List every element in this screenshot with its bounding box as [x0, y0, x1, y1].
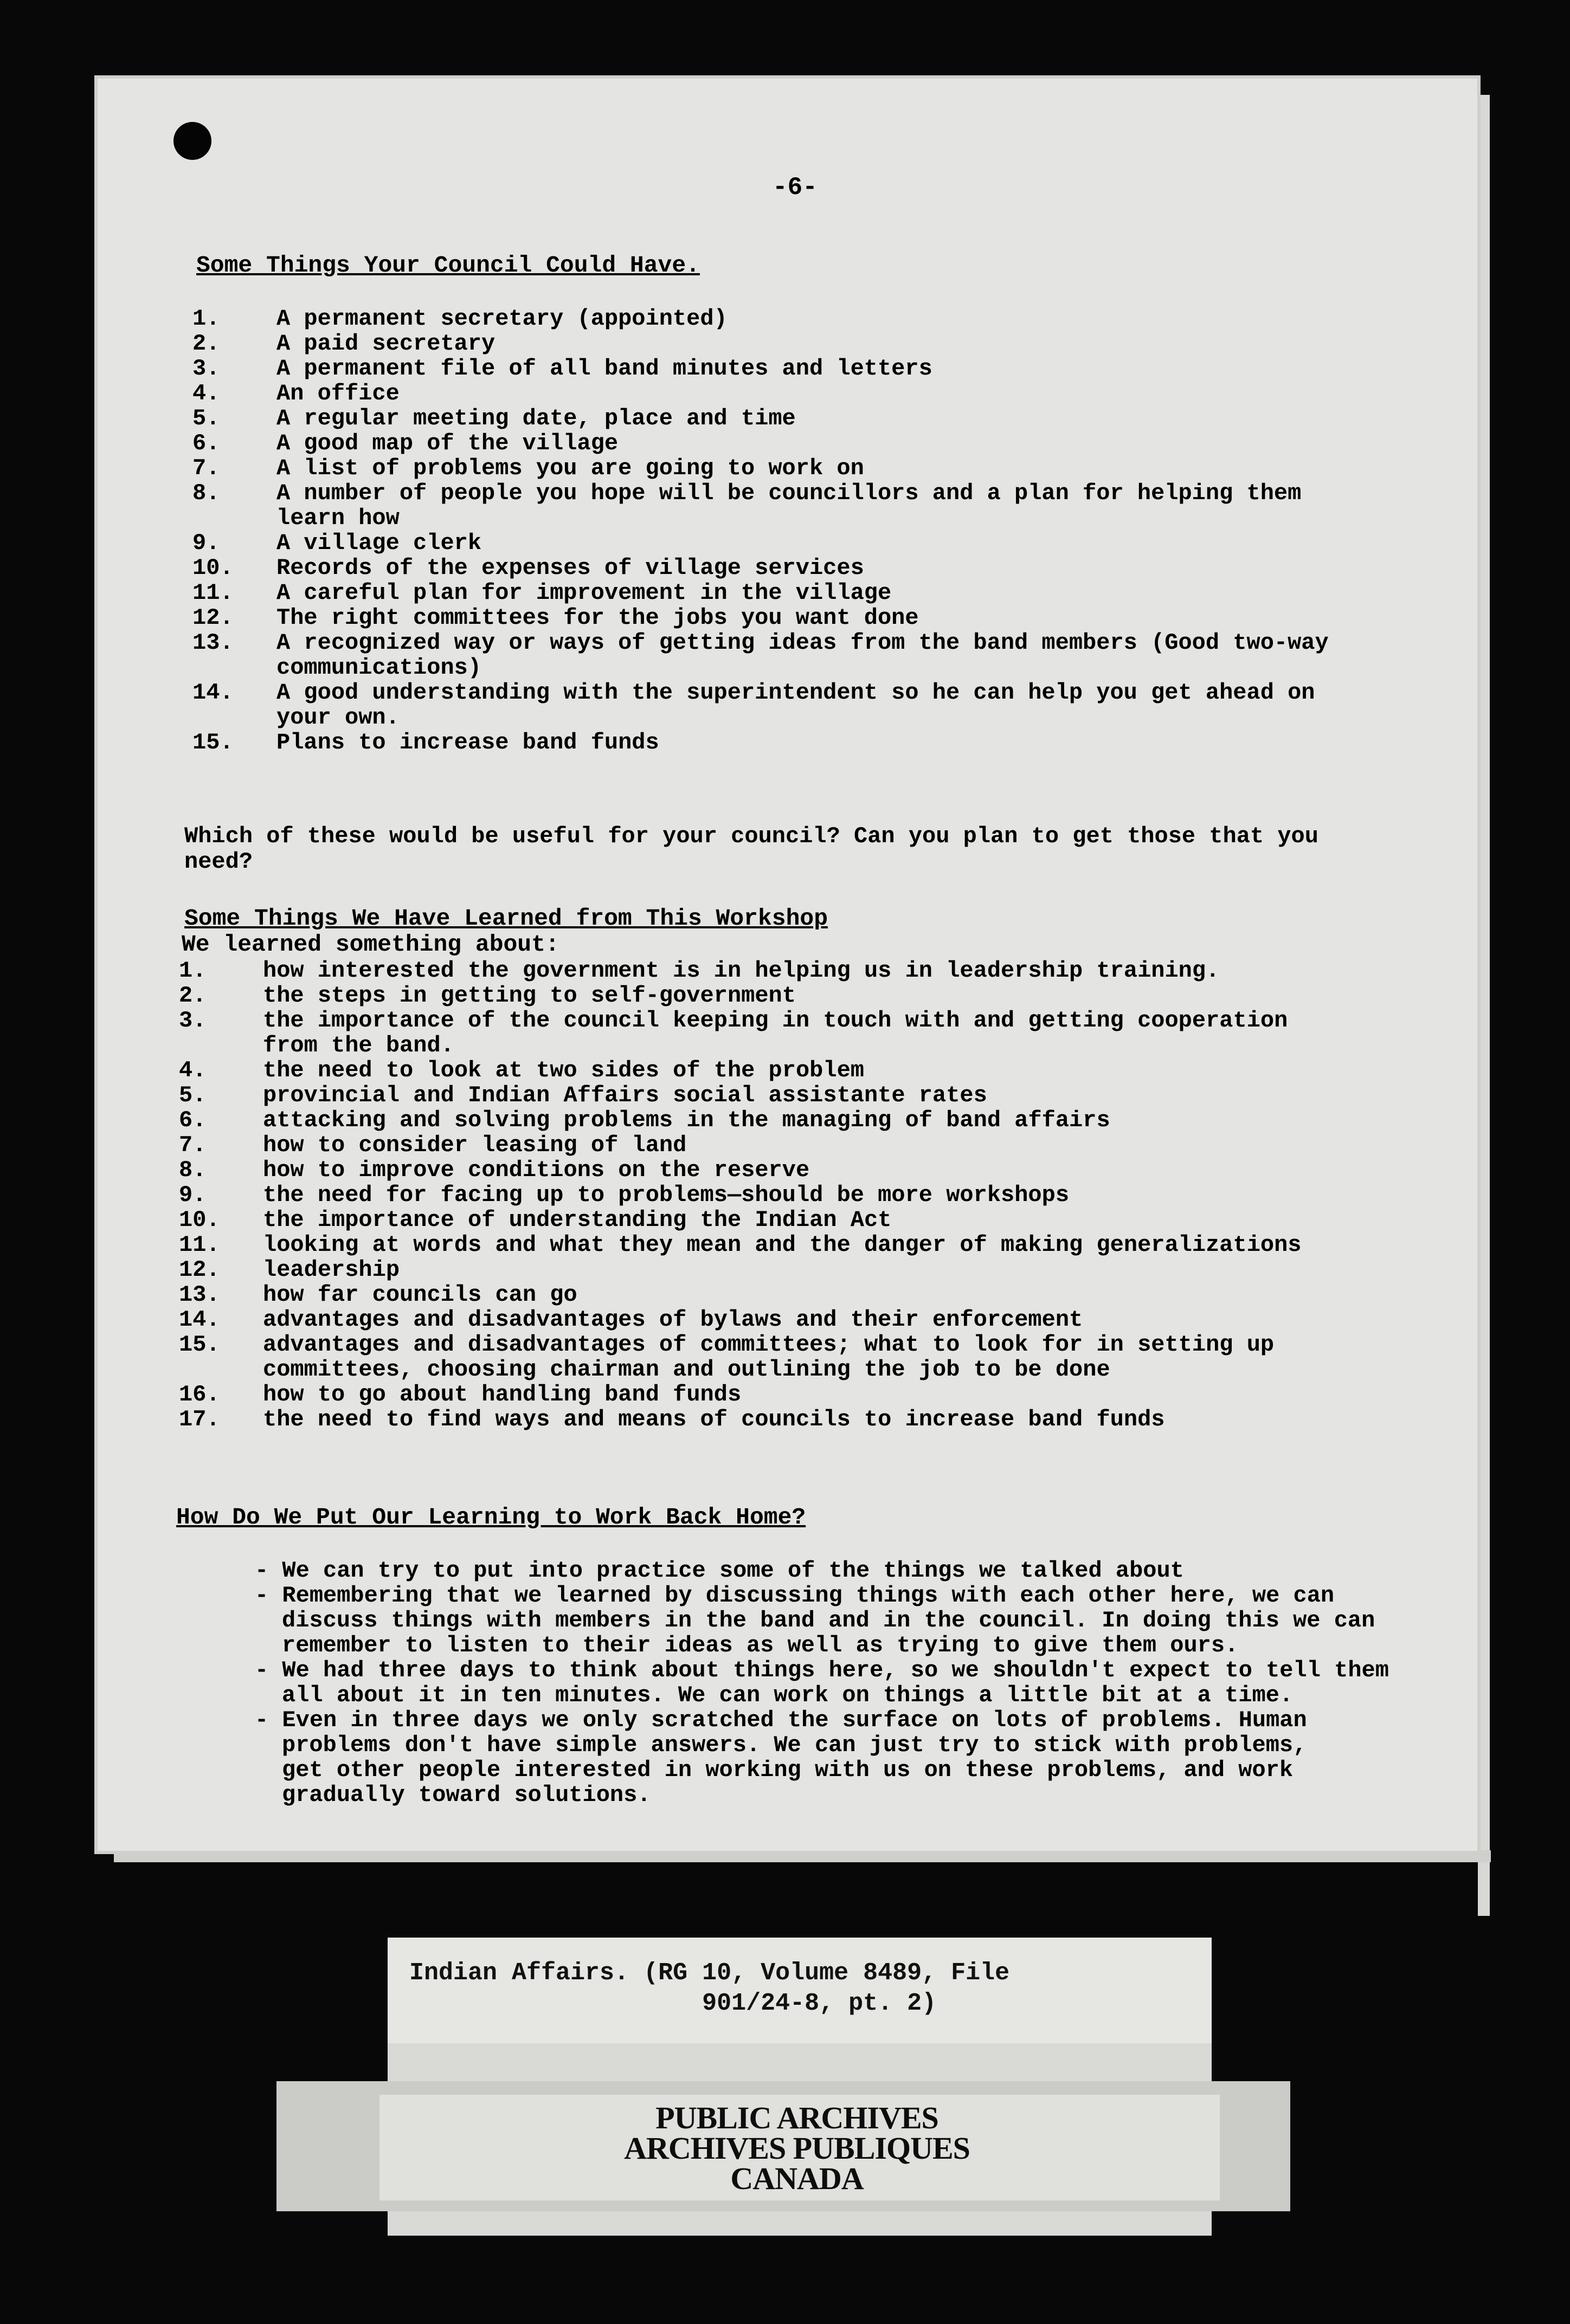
home-item: - Remembering that we learned by discussing things with each other here, we can discuss things with members in the band and in the council. In doing this we can remember to listen to their ideas as well as trying to give them ours.	[255, 1583, 1375, 1658]
council-item-number: 11.	[192, 580, 234, 606]
council-item-number: 10.	[192, 555, 234, 581]
learned-item-text: advantages and disadvantages of bylaws and their enforcement	[263, 1307, 1083, 1333]
home-item: - Even in three days we only scratched the surface on lots of problems. Human problems don't have simple answers. We can just try to stick with problems, get other people interested in working with us on these problems, and work gradually toward solutions.	[255, 1707, 1307, 1808]
section-title-home: How Do We Put Our Learning to Work Back Home?	[176, 1504, 806, 1531]
learned-item	[179, 1382, 1302, 1407]
council-item-text: An office	[276, 380, 400, 406]
learned-item-number: 2.	[179, 983, 207, 1009]
council-item	[192, 381, 1329, 406]
learned-items-list	[179, 958, 1302, 1432]
council-item-text: A good understanding with the superintendent so he can help you get ahead on your own.	[276, 680, 1315, 731]
learned-item-text: how to consider leasing of land	[263, 1132, 687, 1158]
council-item	[192, 306, 1329, 331]
learned-item	[179, 1108, 1302, 1133]
council-item-text: A paid secretary	[276, 331, 496, 357]
learned-item-number: 8.	[179, 1157, 207, 1183]
learned-item-number: 1.	[179, 958, 207, 984]
council-item	[192, 680, 1329, 730]
learned-item-text: attacking and solving problems in the managing of band affairs	[263, 1107, 1110, 1133]
council-item-number: 8.	[192, 480, 220, 506]
council-item	[192, 531, 1329, 556]
council-item-text: A regular meeting date, place and time	[276, 405, 796, 431]
learned-item-number: 4.	[179, 1057, 207, 1083]
council-item-number: 7.	[192, 455, 220, 481]
learned-item	[179, 1133, 1302, 1158]
council-item-text: A permanent file of all band minutes and letters	[276, 356, 932, 382]
learned-item-text: provincial and Indian Affairs social assistante rates	[263, 1082, 987, 1108]
archive-reference: Indian Affairs. (RG 10, Volume 8489, File 901/24-8, pt. 2)	[409, 1959, 1010, 2017]
council-item-number: 2.	[192, 331, 220, 357]
council-item	[192, 605, 1329, 630]
learned-item-text: the need for facing up to problems—should be more workshops	[263, 1182, 1070, 1208]
learned-item-text: leadership	[263, 1257, 400, 1283]
section-title-learned: Some Things We Have Learned from This Workshop	[184, 905, 828, 932]
learned-item-number: 7.	[179, 1132, 207, 1158]
learned-item-text: advantages and disadvantages of committees; what to look for in setting up committees, choosing chairman and outlining the job to be done	[263, 1332, 1275, 1383]
archive-reference-card	[388, 1938, 1212, 2043]
learned-item-text: the need to find ways and means of councils to increase band funds	[263, 1406, 1165, 1432]
learned-item-number: 5.	[179, 1082, 207, 1108]
learned-item	[179, 1407, 1302, 1432]
learned-item	[179, 1058, 1302, 1083]
stamp-line-2: ARCHIVES PUBLIQUES	[624, 2131, 970, 2166]
learned-item-text: how to go about handling band funds	[263, 1382, 742, 1408]
council-items-list	[192, 306, 1329, 755]
council-item	[192, 456, 1329, 481]
council-item	[192, 431, 1329, 456]
learned-item-text: the importance of understanding the Indian Act	[263, 1207, 892, 1233]
page-edge	[1478, 95, 1490, 1916]
learned-item	[179, 1083, 1302, 1108]
punch-hole-icon	[173, 122, 211, 160]
council-item	[192, 556, 1329, 580]
council-item	[192, 481, 1329, 531]
learned-item-text: the need to look at two sides of the problem	[263, 1057, 864, 1083]
council-item-number: 6.	[192, 430, 220, 456]
council-item-number: 12.	[192, 605, 234, 631]
learned-item	[179, 1208, 1302, 1232]
council-item-number: 14.	[192, 680, 234, 706]
learned-item-number: 6.	[179, 1107, 207, 1133]
learned-item-number: 14.	[179, 1307, 220, 1333]
council-item	[192, 406, 1329, 431]
learned-item-number: 10.	[179, 1207, 220, 1233]
home-item: - We had three days to think about things here, so we shouldn't expect to tell them all about it in ten minutes. We can work on things a little bit at a time.	[255, 1657, 1389, 1708]
council-item-text: A number of people you hope will be councillors and a plan for helping them learn how	[276, 480, 1302, 531]
learned-item-number: 15.	[179, 1332, 220, 1358]
learned-item-text: the steps in getting to self-government	[263, 983, 796, 1009]
council-item-text: A list of problems you are going to work on	[276, 455, 864, 481]
council-item	[192, 630, 1329, 680]
learned-item-number: 9.	[179, 1182, 207, 1208]
council-item-number: 3.	[192, 356, 220, 382]
learned-item-number: 17.	[179, 1406, 220, 1432]
council-item-number: 9.	[192, 530, 220, 556]
council-item	[192, 331, 1329, 356]
stamp-line-1: PUBLIC ARCHIVES	[655, 2100, 938, 2135]
learned-item-number: 3.	[179, 1008, 207, 1034]
learned-item	[179, 1232, 1302, 1257]
learned-item-text: how interested the government is in helping us in leadership training.	[263, 958, 1220, 984]
learned-intro: We learned something about:	[182, 931, 559, 958]
council-item	[192, 356, 1329, 381]
learned-item	[179, 958, 1302, 983]
council-item-number: 1.	[192, 306, 220, 332]
council-item-number: 15.	[192, 730, 234, 756]
council-question: Which of these would be useful for your council? Can you plan to get those that you need?	[184, 823, 1318, 875]
council-item-text: A good map of the village	[276, 430, 619, 456]
learned-item	[179, 1183, 1302, 1208]
learned-item	[179, 1307, 1302, 1332]
learned-item-number: 13.	[179, 1282, 220, 1308]
home-items-list	[255, 1558, 1389, 1807]
archives-stamp	[585, 2100, 1008, 2196]
council-item	[192, 580, 1329, 605]
learned-item-number: 11.	[179, 1232, 220, 1258]
learned-item-number: 16.	[179, 1382, 220, 1408]
learned-item	[179, 1282, 1302, 1307]
council-item-text: A recognized way or ways of getting ideas from the band members (Good two-way communications)	[276, 630, 1329, 681]
learned-item	[179, 1332, 1302, 1382]
council-item-text: The right committees for the jobs you want done	[276, 605, 919, 631]
learned-item-text: looking at words and what they mean and the danger of making generalizations	[263, 1232, 1302, 1258]
council-item-number: 13.	[192, 630, 234, 656]
council-item-number: 4.	[192, 380, 220, 406]
council-item-number: 5.	[192, 405, 220, 431]
council-item-text: A careful plan for improvement in the village	[276, 580, 892, 606]
council-item-text: A permanent secretary (appointed)	[276, 306, 728, 332]
council-item-text: Plans to increase band funds	[276, 730, 659, 756]
learned-item	[179, 1158, 1302, 1183]
section-title-council: Some Things Your Council Could Have.	[196, 252, 700, 279]
learned-item-text: the importance of the council keeping in touch with and getting cooperation from the band.	[263, 1008, 1288, 1058]
home-item: - We can try to put into practice some of the things we talked about	[255, 1558, 1184, 1584]
learned-item	[179, 1257, 1302, 1282]
stamp-line-3: CANADA	[730, 2161, 864, 2196]
learned-item-number: 12.	[179, 1257, 220, 1283]
page-edge-bottom	[114, 1850, 1491, 1862]
council-item-text: Records of the expenses of village services	[276, 555, 864, 581]
council-item-text: A village clerk	[276, 530, 482, 556]
learned-item	[179, 983, 1302, 1008]
page-number: -6-	[773, 173, 818, 202]
learned-item-text: how to improve conditions on the reserve	[263, 1157, 810, 1183]
learned-item	[179, 1008, 1302, 1058]
council-item	[192, 730, 1329, 755]
learned-item-text: how far councils can go	[263, 1282, 577, 1308]
